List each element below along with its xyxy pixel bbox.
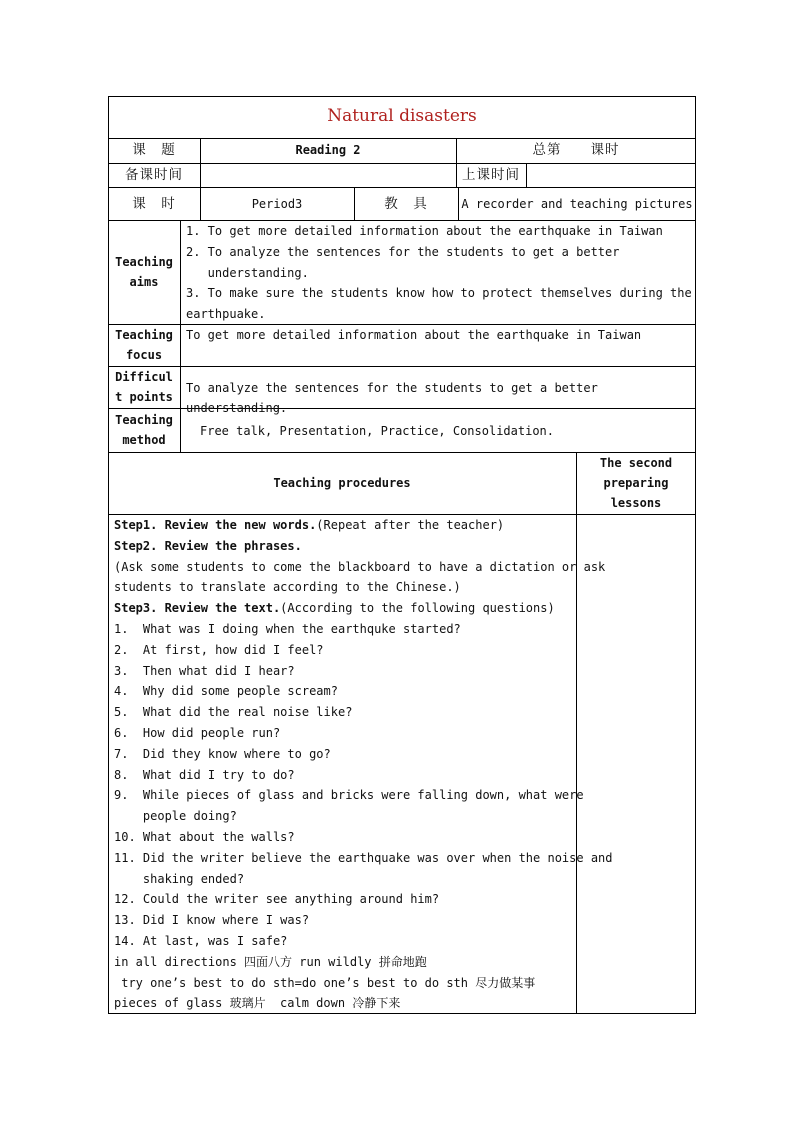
phrase-line: pieces of glass 玻璃片 calm down 冷静下来 — [114, 996, 401, 1011]
question: 7. Did they know where to go? — [114, 746, 331, 761]
step-1: Step1. Review the new words.(Repeat after the teacher) — [114, 518, 505, 532]
aids-label: 教 具 — [384, 196, 428, 212]
question: 10. What about the walls? — [114, 829, 295, 844]
step-2-note: (Ask some students to come the blackboard to have a dictation or ask — [114, 559, 606, 574]
step-3: Step3. Review the text.(According to the following questions) — [114, 601, 555, 616]
question: 11. Did the writer believe the earthquake was over when the noise and — [114, 850, 613, 865]
aim-line: earthpuake. — [186, 307, 266, 322]
question: 4. Why did some people scream? — [114, 684, 338, 699]
method-text: Free talk, Presentation, Practice, Consolidation. — [200, 424, 555, 438]
question: 2. At first, how did I feel? — [114, 642, 324, 657]
class-time-label: 上课时间 — [462, 167, 520, 183]
page-title: Natural disasters — [327, 106, 477, 126]
lesson-count: 总第 课时 — [532, 142, 620, 158]
aim-line: 3. To make sure the students know how to protect themselves during the — [186, 286, 692, 301]
question: shaking ended? — [114, 871, 245, 886]
question: 14. At last, was I safe? — [114, 933, 288, 948]
aim-line: 2. To analyze the sentences for the students to get a better — [186, 244, 620, 259]
topic-label: 课 题 — [132, 142, 176, 158]
difficult-text: To analyze the sentences for the students to get a better understanding. — [186, 381, 598, 415]
question: people doing? — [114, 809, 237, 824]
procedures-header: Teaching procedures — [273, 476, 411, 490]
step-2-note: students to translate according to the Chinese.) — [114, 580, 461, 595]
question: 1. What was I doing when the earthquke started? — [114, 621, 461, 636]
focus-label: Teaching focus — [115, 328, 173, 362]
phrase-line: in all directions 四面八方 run wildly 拼命地跑 — [114, 954, 427, 969]
question: 8. What did I try to do? — [114, 767, 295, 782]
question: 6. How did people run? — [114, 725, 281, 740]
question: 13. Did I know where I was? — [114, 913, 310, 928]
prep-time-label: 备课时间 — [125, 167, 183, 183]
question: 5. What did the real noise like? — [114, 705, 353, 720]
focus-text: To get more detailed information about the earthquake in Taiwan — [186, 328, 642, 342]
aim-line: understanding. — [186, 265, 309, 280]
question: 9. While pieces of glass and bricks were falling down, what were — [114, 788, 584, 803]
aids-value: A recorder and teaching pictures — [461, 197, 693, 211]
period-value: Period3 — [251, 197, 303, 211]
aims-label: Teaching aims — [115, 255, 173, 289]
question: 3. Then what did I hear? — [114, 663, 295, 678]
topic-value: Reading 2 — [295, 143, 361, 157]
procedures-body — [114, 515, 613, 1014]
aims-list — [186, 221, 692, 325]
question: 12. Could the writer see anything around him? — [114, 892, 440, 907]
period-label: 课 时 — [132, 196, 176, 212]
step-2: Step2. Review the phrases. — [114, 538, 302, 553]
aim-line: 1. To get more detailed information about the earthquake in Taiwan — [186, 224, 663, 238]
second-preparing-header: The second preparing lessons — [599, 456, 673, 510]
method-label: Teaching method — [115, 413, 173, 447]
phrase-line: try one’s best to do sth=do one’s best to do sth 尽力做某事 — [114, 975, 536, 990]
difficult-label: Difficul t points — [115, 370, 173, 404]
